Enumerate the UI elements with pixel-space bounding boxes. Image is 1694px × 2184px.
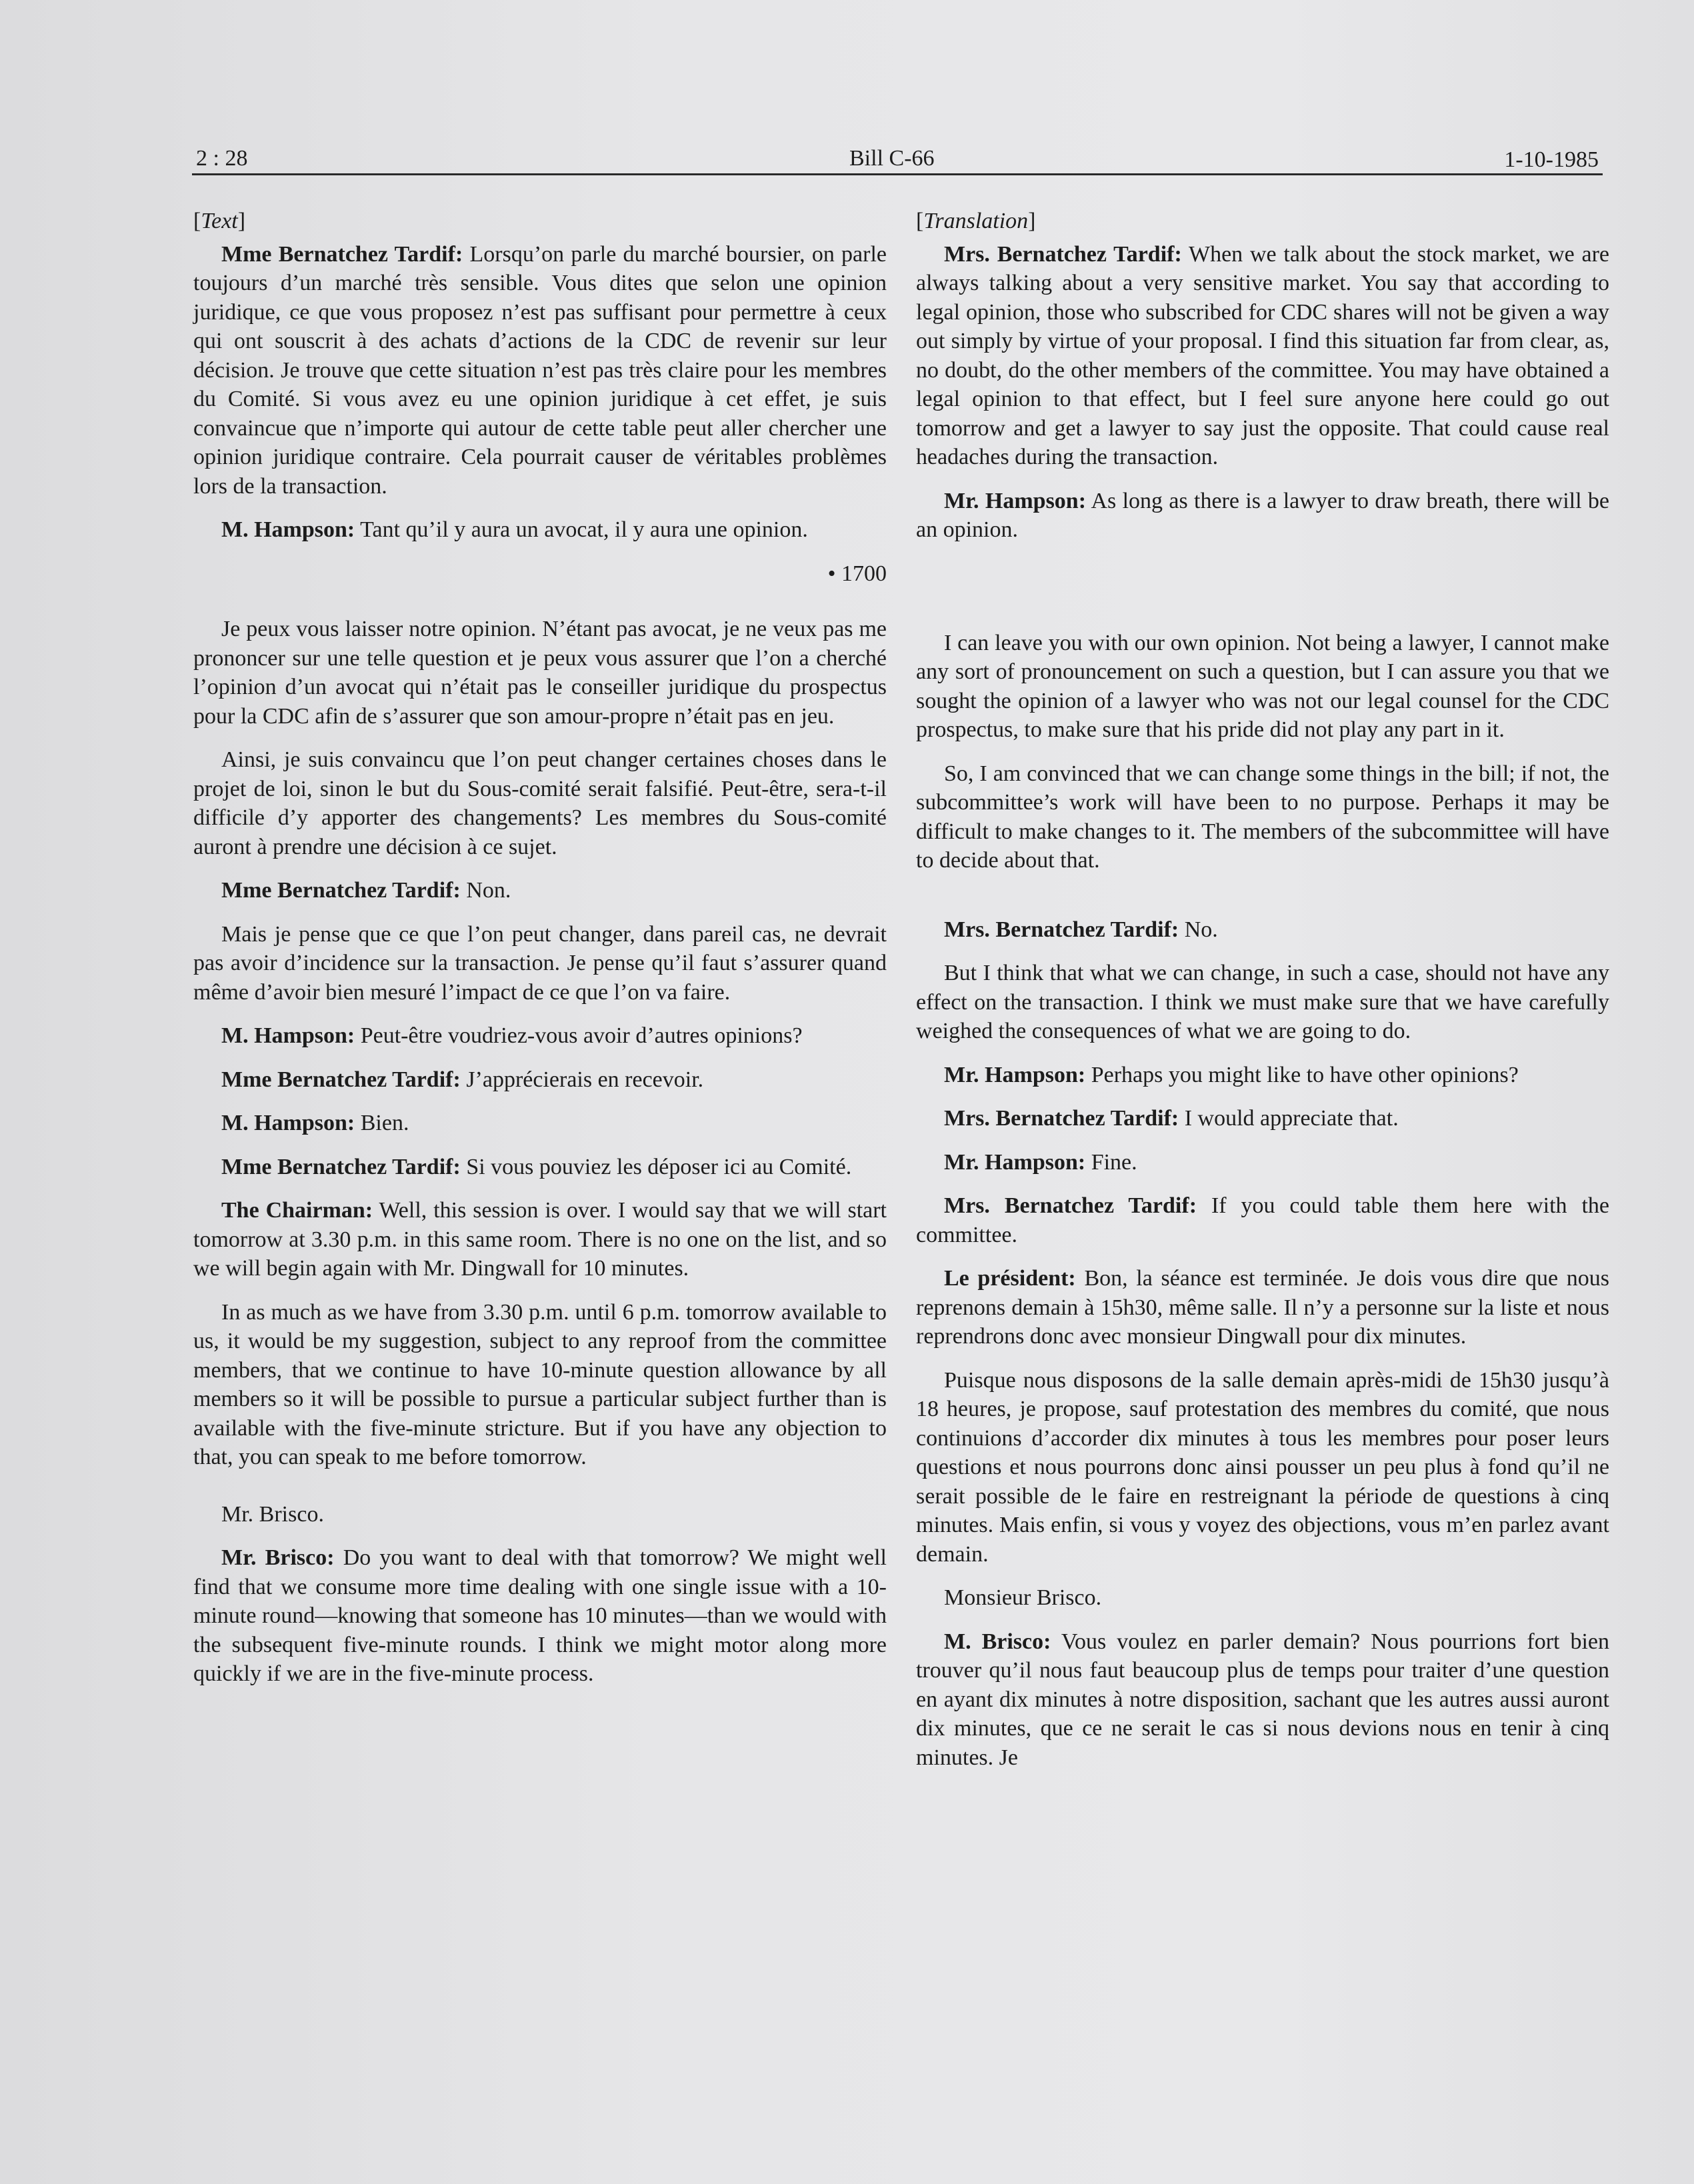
paragraph: But I think that what we can change, in such a case, should not have any effect on the transaction. I think we must make sure that we have carefully weighed the consequences of what we are going to do. — [916, 961, 1609, 1043]
speaker: Mrs. Bernatchez Tardif: — [944, 1106, 1179, 1131]
speaker: Le président: — [944, 1266, 1076, 1291]
speaker: Mr. Hampson: — [944, 1149, 1086, 1175]
speaker: Mrs. Bernatchez Tardif: — [944, 917, 1179, 942]
column-label: [Text] — [193, 209, 246, 233]
paragraph: In as much as we have from 3.30 p.m. until 6 p.m. tomorrow available to us, it would be my suggestion, subject to any reproof from the committee members, that we continue to have 10-minute question allowance by all members so it will be possible to pursue a particular subject further than is available with the five-minute stricture. But if you have any objection to that, you can speak to me before tomorrow. — [193, 1299, 887, 1469]
speaker: Mme Bernatchez Tardif: — [221, 1154, 461, 1179]
header-date: 1-10-1985 — [1504, 147, 1599, 172]
paragraph: Mr. Hampson: As long as there is a lawyer to draw breath, there will be an opinion. — [916, 488, 1609, 542]
paragraph: So, I am convinced that we can change some things in the bill; if not, the subcommittee’s work will have been to no purpose. Perhaps it may be difficult to make changes to it. The members of the subcommittee will have to decide about that. — [916, 761, 1609, 873]
page-number: 2 : 28 — [196, 146, 248, 171]
speaker: The Chairman: — [221, 1198, 373, 1223]
paragraph: M. Hampson: Peut-être voudriez-vous avoir d’autres opinions? — [221, 1023, 803, 1048]
paragraph: Mr. Brisco. — [221, 1501, 324, 1527]
paragraph: The Chairman: Well, this session is over. I would say that we will start tomorrow at 3.30 p.m. in this same room. There is no one on the list, and so we will begin again with Mr. Dingwall for 10 minutes. — [193, 1198, 887, 1281]
bill-title: Bill C-66 — [849, 146, 935, 171]
paragraph: Mrs. Bernatchez Tardif: I would appreciate that. — [944, 1106, 1399, 1131]
paragraph: M. Hampson: Tant qu’il y aura un avocat, il y aura une opinion. — [221, 517, 808, 542]
column-label: [Translation] — [916, 209, 1036, 233]
paragraph: Mr. Brisco: Do you want to deal with that tomorrow? We might well find that we consume more time dealing with one single issue with a 10-minute round—knowing that someone has 10 minutes—than we would with the subsequent five-minute rounds. I think we might motor along more quickly if we are in the five-minute process. — [193, 1545, 887, 1686]
speaker: Mrs. Bernatchez Tardif: — [944, 241, 1182, 267]
speaker: Mme Bernatchez Tardif: — [221, 241, 463, 267]
page-header — [192, 141, 1603, 175]
speaker: Mr. Hampson: — [944, 488, 1087, 513]
paragraph: Mrs. Bernatchez Tardif: When we talk about the stock market, we are always talking about a very sensitive market. You say that according to legal opinion, those who subscribed for CDC shares will not be given a way out simply by virtue of your proposal. I find this situation far from clear, as, no doubt, do the other members of the committee. You may have obtained a legal opinion to that effect, but I feel sure anyone here could go out tomorrow and get a lawyer to say just the opposite. That could cause real headaches during the transaction. — [916, 241, 1610, 469]
paragraph: M. Brisco: Vous voulez en parler demain? Nous pourrions fort bien trouver qu’il nous faut beaucoup plus de temps pour traiter d’une question en ayant dix minutes à notre disposition, sachant que les autres aussi auront dix minutes, que ce ne serait le cas si nous devions nous en tenir à cinq minutes. Je — [916, 1629, 1609, 1770]
speaker: Mr. Hampson: — [944, 1062, 1086, 1087]
paragraph: Mrs. Bernatchez Tardif: If you could table them here with the committee. — [916, 1193, 1609, 1247]
paragraph: Mr. Hampson: Fine. — [944, 1149, 1137, 1175]
paragraph: Monsieur Brisco. — [944, 1585, 1102, 1610]
header-rule — [192, 173, 1603, 175]
speaker: Mrs. Bernatchez Tardif: — [944, 1193, 1197, 1218]
speaker: Mme Bernatchez Tardif: — [221, 1067, 461, 1092]
paragraph: M. Hampson: Bien. — [221, 1111, 409, 1135]
speaker: Mme Bernatchez Tardif: — [221, 878, 461, 903]
speaker: M. Hampson: — [221, 1023, 355, 1048]
paragraph: I can leave you with our own opinion. Not being a lawyer, I cannot make any sort of pronouncement on such a question, but I can assure you that we sought the opinion of a lawyer who was not our legal counsel for the CDC prospectus, to make sure that his pride did not play any part in it. — [916, 630, 1609, 742]
right-column — [916, 207, 1609, 1787]
speaker: M. Brisco: — [944, 1629, 1051, 1654]
paragraph: Puisque nous disposons de la salle demain après-midi de 15h30 jusqu’à 18 heures, je propose, sauf protestation des membres du comité, que nous continuions d’accorder dix minutes à tous les membres pour poser leurs questions et nous pourrons donc ainsi pousser un peu plus à fond qu’il ne serait possible de le faire en restreignant la période de questions à cinq minutes. Mais enfin, si vous y voyez des objections, vous m’en parlez avant demain. — [916, 1367, 1609, 1567]
paragraph: Je peux vous laisser notre opinion. N’étant pas avocat, je ne veux pas me prononcer sur une telle question et je peux vous assurer que l’on a cherché l’opinion d’un avocat qui n’était pas le conseiller juridique du prospectus pour la CDC afin de s’assurer que son amour-propre n’était pas en jeu. — [193, 617, 887, 729]
time-marker: • 1700 — [827, 561, 887, 586]
paragraph: Mme Bernatchez Tardif: Non. — [221, 878, 511, 903]
speaker: Mr. Brisco: — [221, 1545, 335, 1570]
left-column — [193, 207, 887, 1703]
speaker: M. Hampson: — [221, 517, 355, 542]
paragraph: Mais je pense que ce que l’on peut changer, dans pareil cas, ne devrait pas avoir d’incidence sur la transaction. Je pense qu’il faut s’assurer quand même d’avoir bien mesuré l’impact de ce que l’on va faire. — [193, 921, 887, 1005]
paragraph: Mr. Hampson: Perhaps you might like to have other opinions? — [944, 1062, 1519, 1087]
paragraph: Mme Bernatchez Tardif: Si vous pouviez les déposer ici au Comité. — [221, 1154, 852, 1179]
paragraph: Mme Bernatchez Tardif: Lorsqu’on parle du marché boursier, on parle toujours d’un marché très sensible. Vous dites que selon une opinion juridique, ce que vous proposez n’est pas suffisant pour permettre à ceux qui ont souscrit à des achats d’actions de la CDC de revenir sur leur décision. Je trouve que cette situation n’est pas très claire pour les membres du Comité. Si vous avez eu une opinion juridique à cet effet, je suis convaincue que n’importe qui autour de cette table peut aller chercher une opinion juridique contraire. Cela pourrait causer de véritables problèmes lors de la transaction. — [193, 241, 887, 499]
paragraph: Ainsi, je suis convaincu que l’on peut changer certaines choses dans le projet de loi, sinon le but du Sous-comité serait falsifié. Peut-être, sera-t-il difficile d’y apporter des changements? Les membres du Sous-comité auront à prendre une décision à ce sujet. — [193, 747, 887, 859]
paragraph: Mme Bernatchez Tardif: J’apprécierais en recevoir. — [221, 1067, 704, 1092]
paragraph: Mrs. Bernatchez Tardif: No. — [944, 917, 1218, 942]
paragraph: Le président: Bon, la séance est terminée. Je dois vous dire que nous reprenons demain à 15h30, même salle. Il n’y a personne sur la liste et nous reprendrons donc avec monsieur Dingwall pour dix minutes. — [916, 1266, 1610, 1349]
speaker: M. Hampson: — [221, 1111, 355, 1135]
